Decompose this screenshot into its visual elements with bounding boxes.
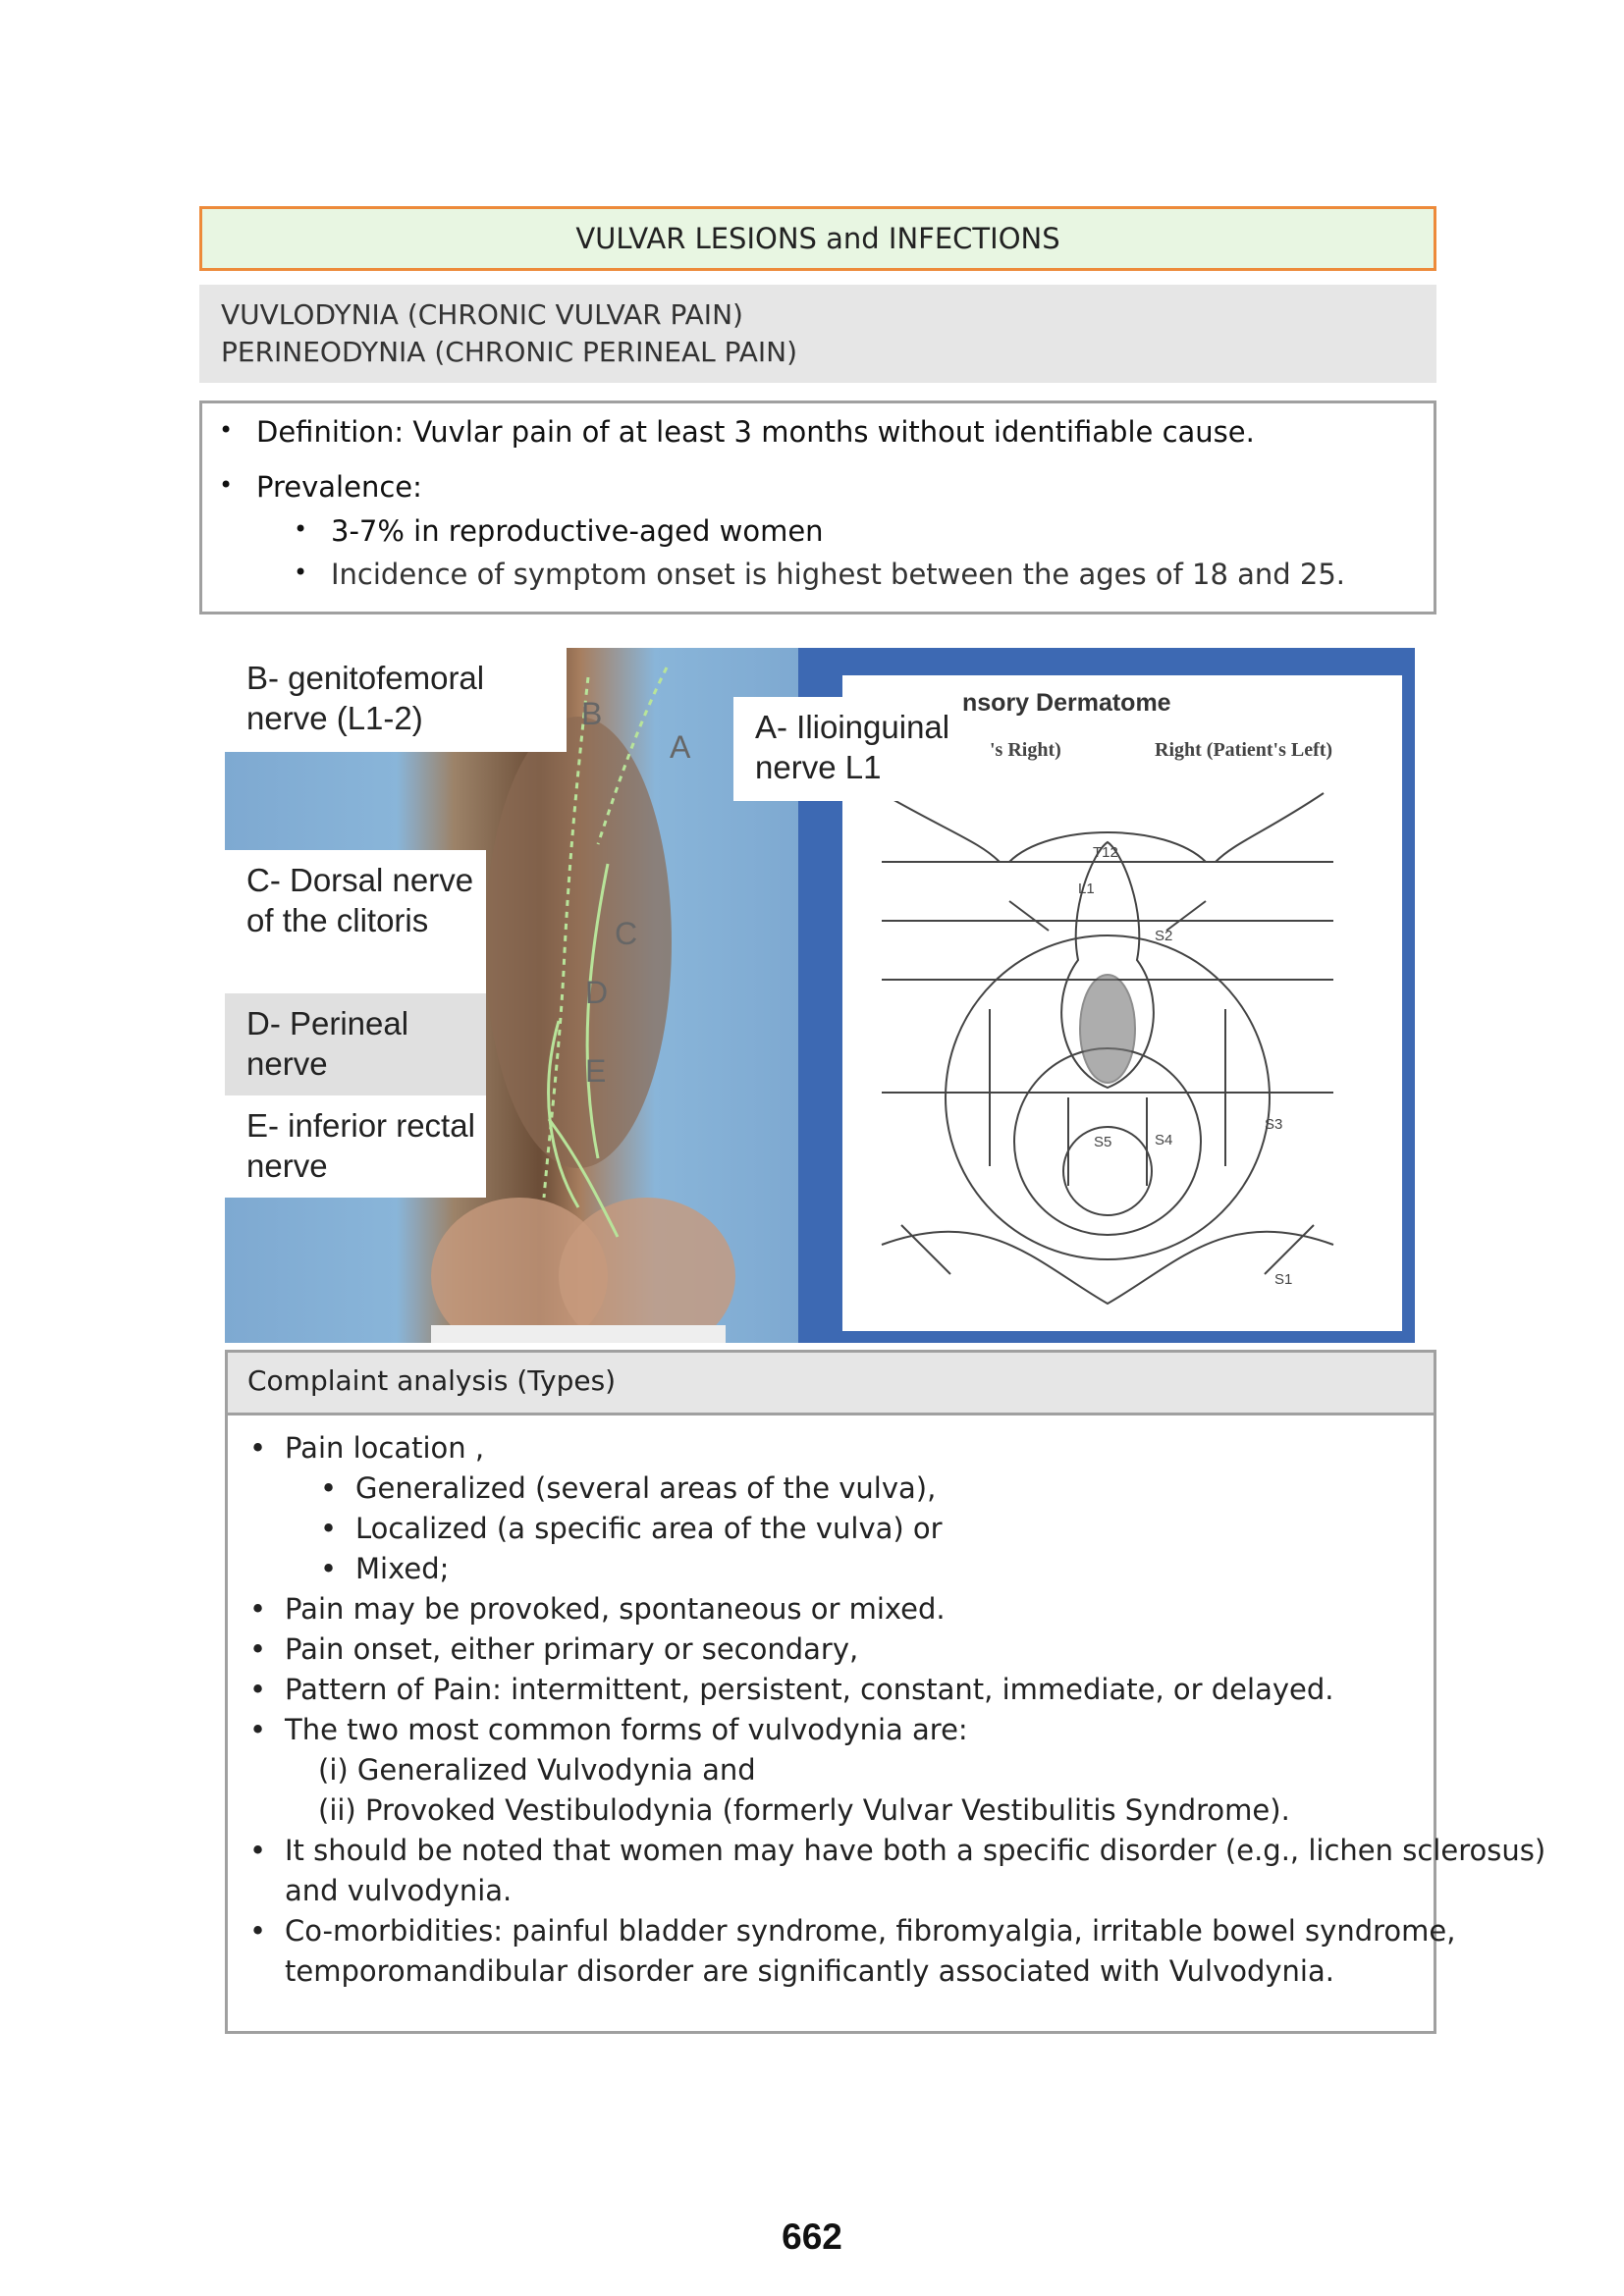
bullet-icon: • bbox=[219, 471, 234, 499]
complaint-line: temporomandibular disorder are significantly associated with Vulvodynia. bbox=[285, 1954, 1334, 1988]
complaint-header-text: Complaint analysis (Types) bbox=[247, 1364, 617, 1397]
bullet-icon: • bbox=[320, 1471, 338, 1505]
bullet-icon: • bbox=[219, 416, 234, 444]
topic-subtitle bbox=[199, 285, 1436, 383]
complaint-analysis-box bbox=[225, 1350, 1546, 2034]
definition-text: Definition: Vuvlar pain of at least 3 months without identifiable cause. bbox=[256, 415, 1255, 449]
complaint-line: Pain may be provoked, spontaneous or mixed. bbox=[285, 1592, 946, 1626]
bullet-icon: • bbox=[249, 1592, 267, 1626]
label-rectal-nerve-text: E- inferior rectal nerve bbox=[246, 1107, 475, 1184]
dermatome-t12: T12 bbox=[1093, 844, 1118, 861]
section-header bbox=[199, 206, 1436, 271]
photo-letter-c: C bbox=[615, 916, 638, 951]
bullet-icon: • bbox=[320, 1552, 338, 1585]
bullet-icon: • bbox=[249, 1834, 267, 1867]
complaint-line: Generalized (several areas of the vulva), bbox=[355, 1471, 937, 1505]
bullet-icon: • bbox=[249, 1431, 267, 1465]
bullet-icon: • bbox=[249, 1713, 267, 1746]
definition-box bbox=[199, 400, 1436, 614]
complaint-line: Pain location , bbox=[285, 1431, 485, 1465]
dermatome-s5: S5 bbox=[1094, 1134, 1112, 1150]
label-dorsal-nerve bbox=[225, 850, 486, 993]
subtitle-line-1: VUVLODYNIA (CHRONIC VULVAR PAIN) bbox=[221, 298, 743, 331]
complaint-line: Pain onset, either primary or secondary, bbox=[285, 1632, 859, 1666]
complaint-line: The two most common forms of vulvodynia are: bbox=[285, 1713, 968, 1746]
label-ilioinguinal-text: A- Ilioinguinal nerve L1 bbox=[755, 709, 950, 785]
complaint-line: (i) Generalized Vulvodynia and bbox=[318, 1753, 756, 1787]
dermatome-left-heading: 's Right) bbox=[990, 739, 1061, 761]
section-title: VULVAR LESIONS and INFECTIONS bbox=[575, 222, 1060, 255]
complaint-header bbox=[228, 1353, 1434, 1415]
onset-age: Incidence of symptom onset is highest between the ages of 18 and 25. bbox=[331, 558, 1346, 591]
prevalence-rate: 3-7% in reproductive-aged women bbox=[331, 514, 824, 548]
complaint-line: Pattern of Pain: intermittent, persistent, constant, immediate, or delayed. bbox=[285, 1673, 1334, 1706]
label-perineal-nerve bbox=[225, 993, 486, 1095]
complaint-line: (ii) Provoked Vestibulodynia (formerly Vulvar Vestibulitis Syndrome). bbox=[318, 1793, 1290, 1827]
photo-letter-b: B bbox=[581, 696, 603, 731]
subtitle-line-2: PERINEODYNIA (CHRONIC PERINEAL PAIN) bbox=[221, 336, 797, 368]
dermatome-right-heading: Right (Patient's Left) bbox=[1155, 739, 1333, 761]
bullet-icon: • bbox=[294, 515, 308, 543]
bullet-icon: • bbox=[249, 1673, 267, 1706]
photo-letter-a: A bbox=[670, 729, 691, 765]
dermatome-s1: S1 bbox=[1274, 1271, 1293, 1288]
dermatome-s3: S3 bbox=[1265, 1116, 1283, 1133]
bullet-icon: • bbox=[249, 1914, 267, 1948]
photo-letter-e: E bbox=[585, 1053, 607, 1089]
label-genitofemoral bbox=[225, 648, 567, 752]
prevalence-label: Prevalence: bbox=[256, 470, 422, 504]
bullet-icon: • bbox=[294, 559, 308, 586]
page-number: 662 bbox=[782, 2216, 842, 2257]
complaint-line: Localized (a specific area of the vulva) or bbox=[355, 1512, 943, 1545]
label-rectal-nerve bbox=[225, 1095, 486, 1198]
dermatome-s4: S4 bbox=[1155, 1132, 1173, 1148]
label-ilioinguinal bbox=[733, 697, 961, 801]
complaint-line: It should be noted that women may have both a specific disorder (e.g., lichen sclerosus) bbox=[285, 1834, 1546, 1867]
complaint-line: Co-morbidities: painful bladder syndrome, fibromyalgia, irritable bowel syndrome, bbox=[285, 1914, 1456, 1948]
dermatome-s2: S2 bbox=[1155, 928, 1173, 944]
label-dorsal-nerve-text: C- Dorsal nerve of the clitoris bbox=[246, 862, 474, 938]
photo-letter-d: D bbox=[585, 975, 609, 1010]
bullet-icon: • bbox=[249, 1632, 267, 1666]
complaint-line: and vulvodynia. bbox=[285, 1874, 513, 1907]
dermatome-title: nsory Dermatome bbox=[962, 689, 1171, 717]
complaint-line: Mixed; bbox=[355, 1552, 450, 1585]
bullet-icon: • bbox=[320, 1512, 338, 1545]
label-perineal-nerve-text: D- Perineal nerve bbox=[246, 1005, 409, 1082]
dermatome-l1: L1 bbox=[1078, 881, 1095, 897]
label-genitofemoral-text: B- genitofemoral nerve (L1-2) bbox=[246, 660, 485, 736]
